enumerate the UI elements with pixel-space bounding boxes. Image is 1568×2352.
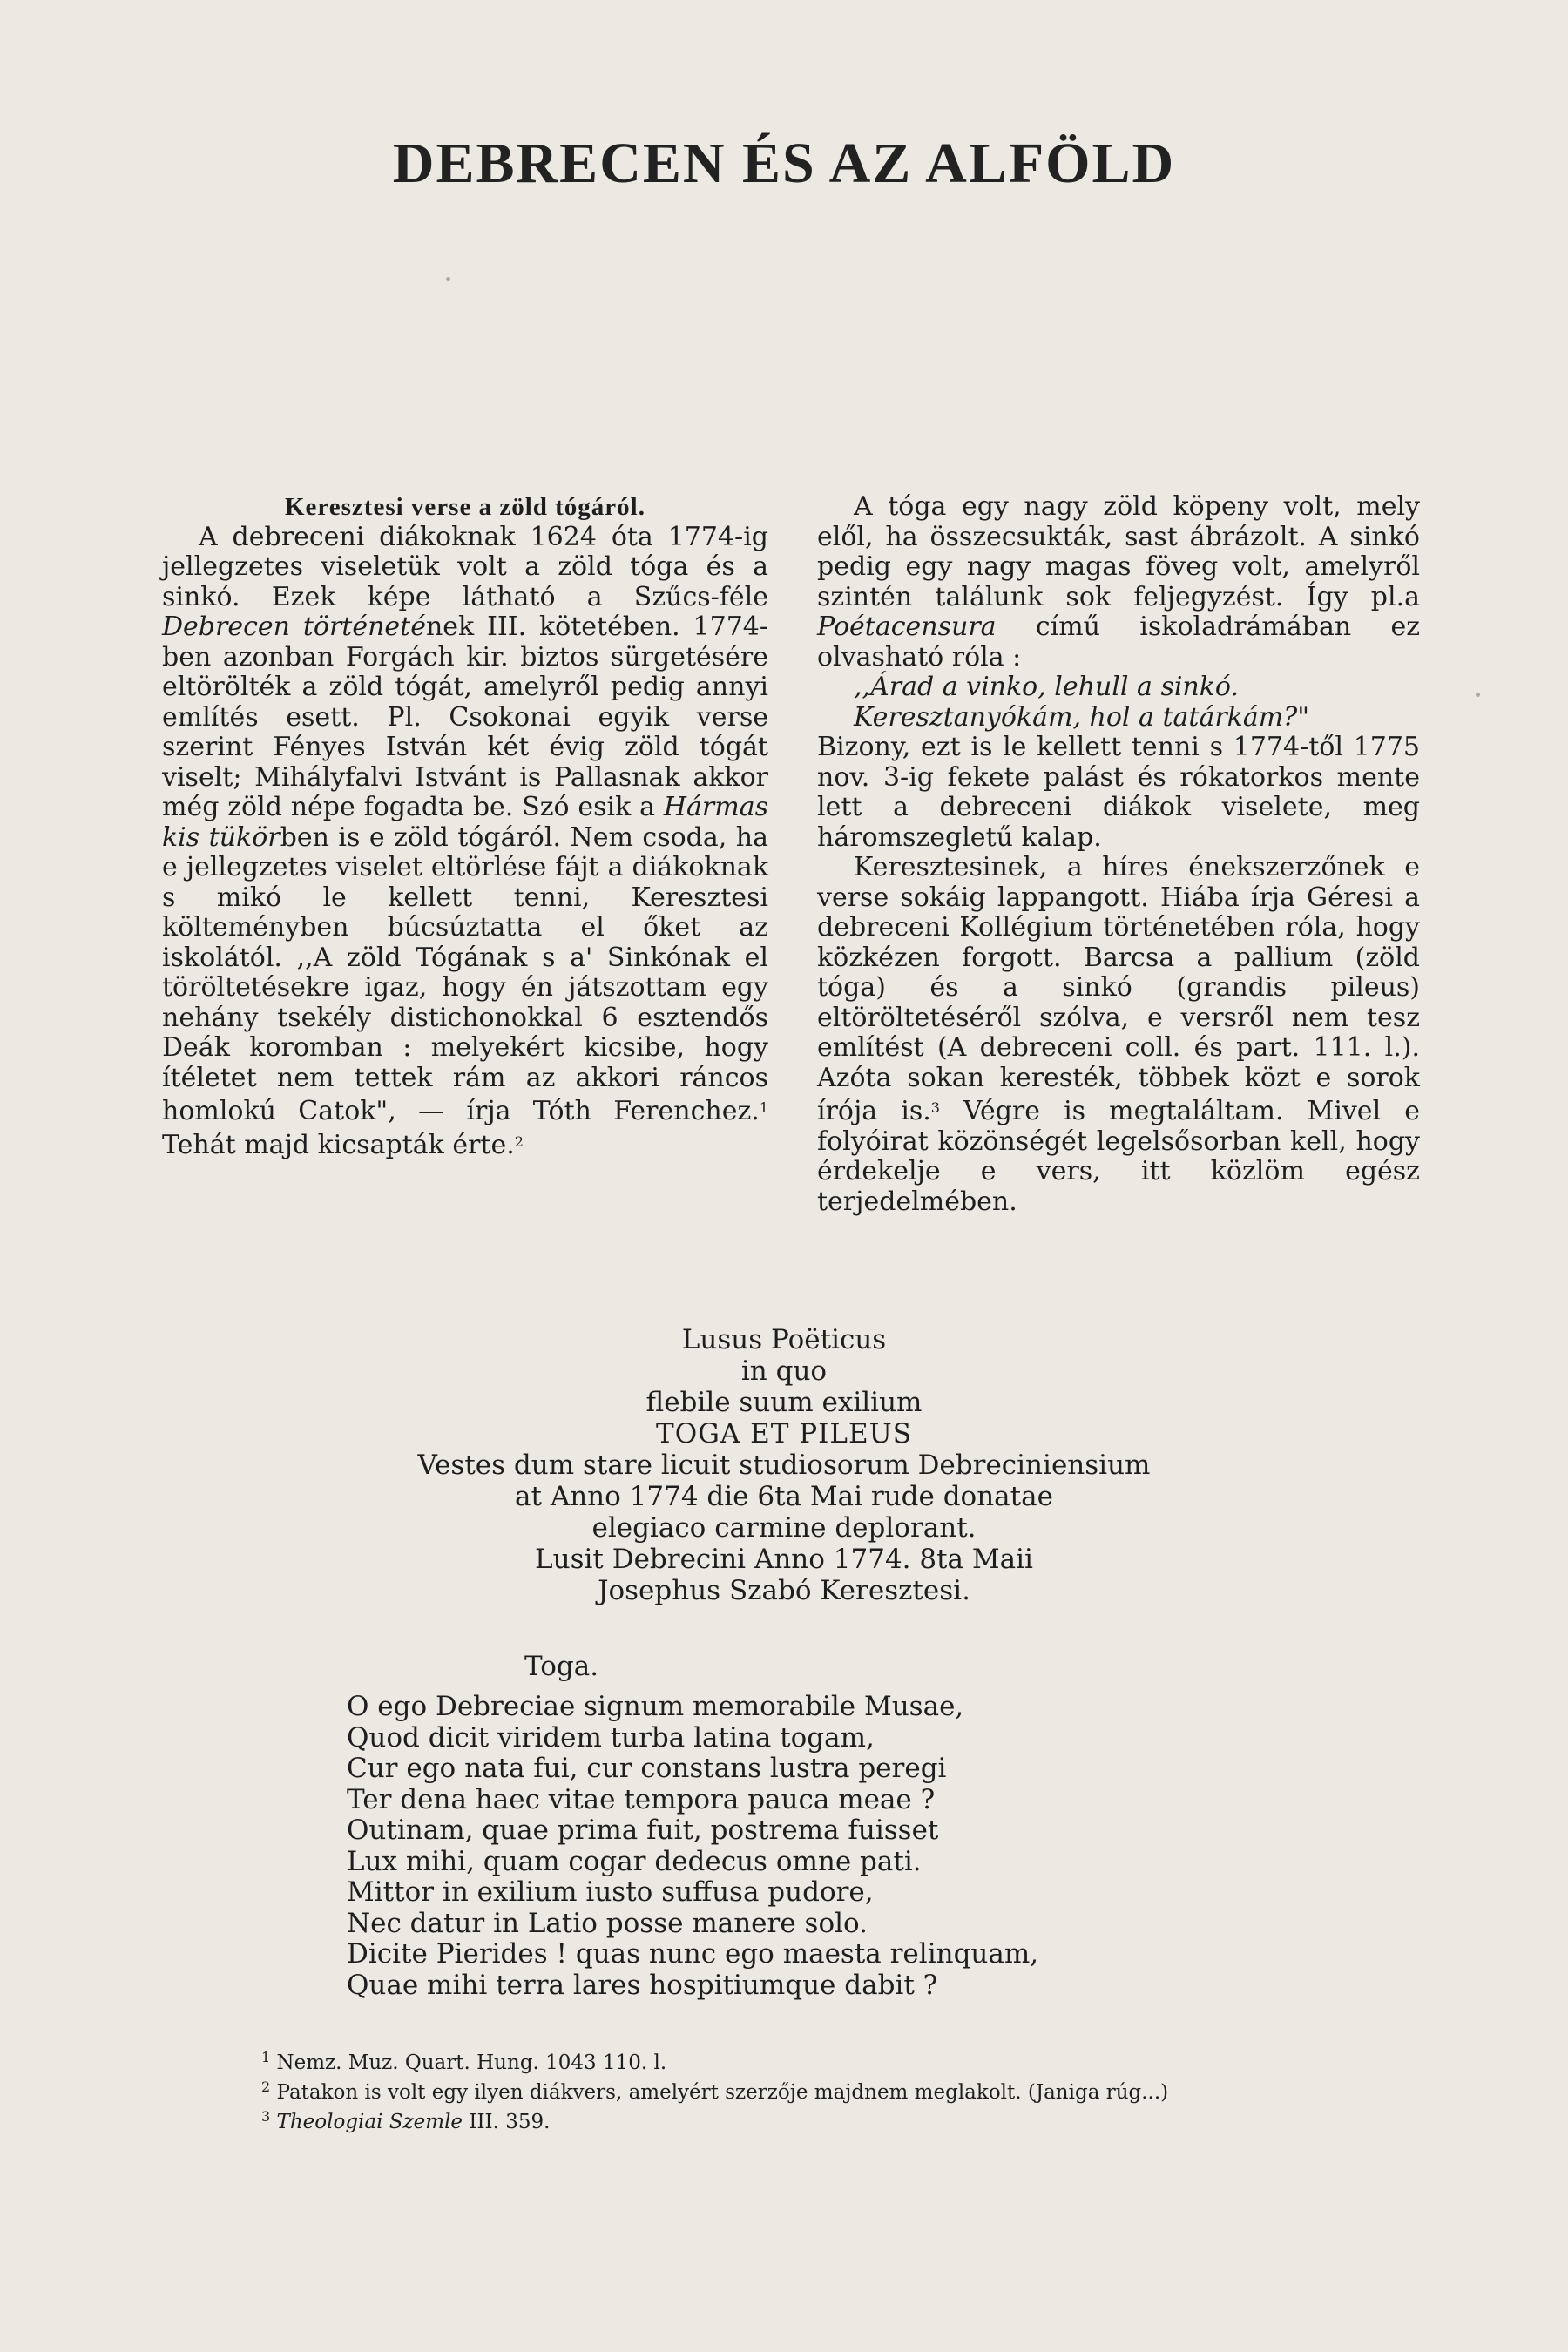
right-paragraph-2: Bizony, ezt is le kellett tenni s 1774-től 1775 nov. 3-ig fekete palást és rókatorkos mente lett a debreceni diákok viselete, meg háromszegletű kalap. bbox=[817, 732, 1420, 853]
footnotes bbox=[261, 2045, 1168, 2134]
right-paragraph-1: A tóga egy nagy zöld köpeny volt, mely elől, ha összecsukták, sast ábrázolt. A sinkó pedig egy nagy magas föveg volt, amelyről szintén találunk sok feljegyzést. Így pl.a Poétacensura című iskoladrámában ez olvasható róla : bbox=[817, 491, 1420, 672]
section-heading: Keresztesi verse a zöld tógáról. bbox=[285, 493, 645, 521]
poem bbox=[347, 1692, 1038, 2001]
poem-line: Quod dicit viridem turba latina togam, bbox=[347, 1721, 875, 1754]
footnote-ref-2: 2 bbox=[514, 1132, 524, 1150]
page-title: DEBRECEN ÉS AZ ALFÖLD bbox=[392, 132, 1176, 195]
poem-title-block bbox=[0, 1324, 1568, 1606]
poem-line: O ego Debreciae signum memorabile Musae, bbox=[347, 1691, 964, 1722]
title-line: Vestes dum stare licuit studiosorum Debreciniensium bbox=[417, 1450, 1151, 1481]
poem-line: Cur ego nata fui, cur constans lustra peregi bbox=[347, 1753, 947, 1784]
left-paragraph: A debreceni diákoknak 1624 óta 1774-ig jellegzetes viseletük volt a zöld tóga és a sinkó. Ezek képe látható a Szűcs-féle Debrecen történetének III. kötetében. 1774-ben azonban Forgách kir. biztos sürgetésére eltörölték a zöld tógát, amelyről pedig annyi említés esett. Pl. Csokonai egyik verse szerint Fényes István két évig zöld tógát viselt; Mihályfalvi Istvánt is Pallasnak akkor még zöld népe fogadta be. Szó esik a Hármas kis tükörben is e zöld tógáról. Nem csoda, ha e jellegzetes viselet eltörlése fájt a diákoknak s mikó le kellett tenni, Keresztesi költeményben búcsúztatta el őket az iskolától. ,,A zöld Tógának s a' Sinkónak el töröltetésekre igaz, hogy én játszottam egy nehány tsekély distichonokkal 6 esztendős Deák koromban : melyekért kicsibe, hogy ítéletet nem tettek rám az akkori ráncos homlokú Catok", — írja Tóth Ferenchez.$^1$ Tehát majd kicsapták érte.$^2$ bbox=[162, 521, 769, 1160]
title-line: in quo bbox=[740, 1355, 828, 1387]
poem-line: Dicite Pierides ! quas nunc ego maesta relinquam, bbox=[347, 1938, 1039, 1970]
paper-speck bbox=[1476, 693, 1480, 697]
footnote-ref-1: 1 bbox=[759, 1099, 768, 1116]
poem-line: Mittor in exilium iusto suffusa pudore, bbox=[347, 1876, 874, 1908]
right-paragraph-3: Keresztesinek, a híres énekszerzőnek e verse sokáig lappangott. Hiába írja Géresi a debreceni Kollégium történetében róla, hogy közkézen forgott. Barcsa a pallium (zöld tóga) és a sinkó (grandis pileus) eltöröltetéséről szólva, e versről nem tesz említést (A debreceni coll. és part. 111. l.). Azóta sokan keresték, többek közt e sorok írója is.$^3$ Végre is megtaláltam. Mivel e folyóirat közönségét legelsősorban kell, hogy érdekelje e vers, itt közlöm egész terjedelmében. bbox=[817, 852, 1420, 1217]
footnote: $^1$ Nemz. Muz. Quart. Hung. 1043 110. l. bbox=[261, 2049, 667, 2074]
poem-speaker: Toga. bbox=[524, 1651, 599, 1682]
quote-line-2: Keresztanyókám, hol a tatárkám?" bbox=[854, 701, 1310, 733]
title-line: Lusit Debrecini Anno 1774. 8ta Maii bbox=[535, 1544, 1033, 1575]
footnote: $^2$ Patakon is volt egy ilyen diákvers, amelyért szerzője majdnem meglakolt. (Janiga rúg...) bbox=[261, 2078, 1169, 2104]
title-line: elegiaco carmine deplorant. bbox=[591, 1512, 977, 1544]
poem-line: Nec datur in Latio posse manere solo. bbox=[347, 1907, 868, 1939]
footnote: $^3$ Theologiai Szemle III. 359. bbox=[261, 2108, 551, 2133]
title-line: at Anno 1774 die 6ta Mai rude donatae bbox=[515, 1481, 1053, 1512]
title-line: Josephus Szabó Keresztesi. bbox=[598, 1575, 970, 1606]
title-line: Lusus Poëticus bbox=[681, 1324, 887, 1355]
title-line: TOGA ET PILEUS bbox=[656, 1418, 912, 1450]
left-column bbox=[162, 492, 768, 1160]
poem-line: Quae mihi terra lares hospitiumque dabit ? bbox=[347, 1969, 938, 2001]
right-column bbox=[817, 492, 1420, 1217]
title-line: flebile suum exilium bbox=[645, 1387, 923, 1418]
footnote-ref-3: 3 bbox=[930, 1099, 940, 1116]
poem-line: Outinam, quae prima fuit, postrema fuisset bbox=[347, 1815, 939, 1846]
quote-line-1: ,,Árad a vinko, lehull a sinkó. bbox=[854, 672, 1240, 702]
paper-speck bbox=[446, 277, 450, 281]
poem-line: Ter dena haec vitae tempora pauca meae ? bbox=[347, 1783, 936, 1815]
poem-line: Lux mihi, quam cogar dedecus omne pati. bbox=[347, 1845, 922, 1877]
